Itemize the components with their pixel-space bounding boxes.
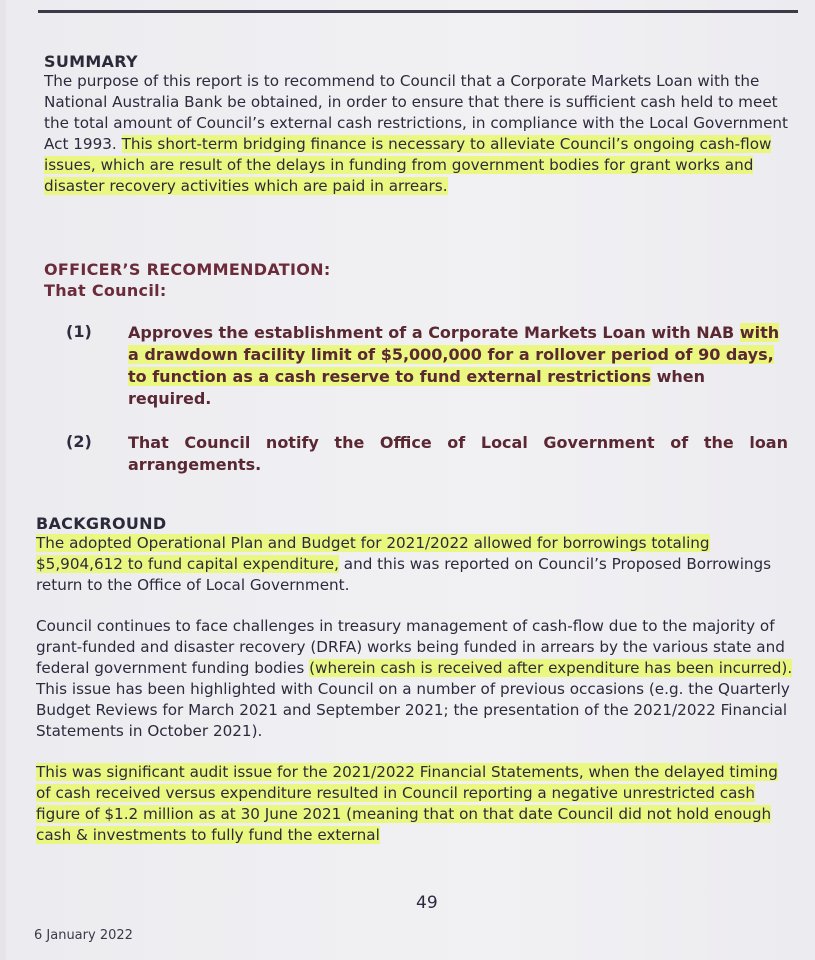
background-paragraph-2 [36,616,796,742]
background-p2-text-b: This issue has been highlighted with Council on a number of previous occasions (e.g. the Quarterly Budget Reviews for March 2021 and September 2021; the presentation of the 2021/2022 Financial Statements in October 2021). [36,680,790,740]
background-paragraph-3 [36,762,796,846]
summary-text: The purpose of this report is to recommend to Council that a Corporate Markets Loan with the National Australia Bank be obtained, in order to ensure that there is sufficient cash held to meet the total amount of Council’s external cash restrictions, in compliance with the Local Government Act 1993. [44,72,788,153]
background-p2-highlight: (wherein cash is received after expenditure has been incurred). [309,659,793,677]
footer-date: 6 January 2022 [34,928,133,943]
page-number: 49 [416,893,438,913]
item-text-b: when required. [128,367,705,408]
background-heading: BACKGROUND [36,514,167,533]
document-page [6,0,815,960]
item-text: That Council notify the Office of Local Government of the loan arrangements. [128,433,788,474]
background-p2-text-a: Council continues to face challenges in treasury management of cash-flow due to the majority of grant-funded and disaster recovery (DRFA) works being funded in arrears by the various state and federal government funding bodies [36,617,785,677]
item-text-highlight: with a drawdown facility limit of $5,000,000 for a rollover period of 90 days, to function as a cash reserve to fund external restrictions [128,323,780,386]
top-rule [38,10,798,13]
recommendation-subheading: That Council: [44,281,167,300]
recommendation-section [44,260,804,300]
background-p1-text: and this was reported on Council’s Proposed Borrowings return to the Office of Local Government. [36,555,772,594]
item-text [128,322,788,410]
background-section [36,514,796,846]
background-paragraph-1 [36,533,796,596]
item-text-a: Approves the establishment of a Corporate Markets Loan with NAB [128,323,740,342]
item-number: (2) [66,432,92,451]
summary-section [44,52,804,197]
item-number: (1) [66,322,92,341]
recommendation-heading: OFFICER’S RECOMMENDATION: [44,260,331,279]
summary-heading: SUMMARY [44,52,138,71]
background-p1-highlight: The adopted Operational Plan and Budget for 2021/2022 allowed for borrowings totaling $5,904,612 to fund capital expenditure, [36,534,710,573]
summary-highlight: This short-term bridging finance is necessary to alleviate Council’s ongoing cash-flow issues, which are result of the delays in funding from government bodies for grant works and disaster recovery activities which are paid in arrears. [44,135,772,195]
background-p3-highlight: This was significant audit issue for the 2021/2022 Financial Statements, when the delayed timing of cash received versus expenditure resulted in Council reporting a negative unrestricted cash figure of $1.2 million as at 30 June 2021 (meaning that on that date Council did not hold enough cash & investments to fully fund the external [36,763,778,844]
summary-paragraph [44,71,804,197]
